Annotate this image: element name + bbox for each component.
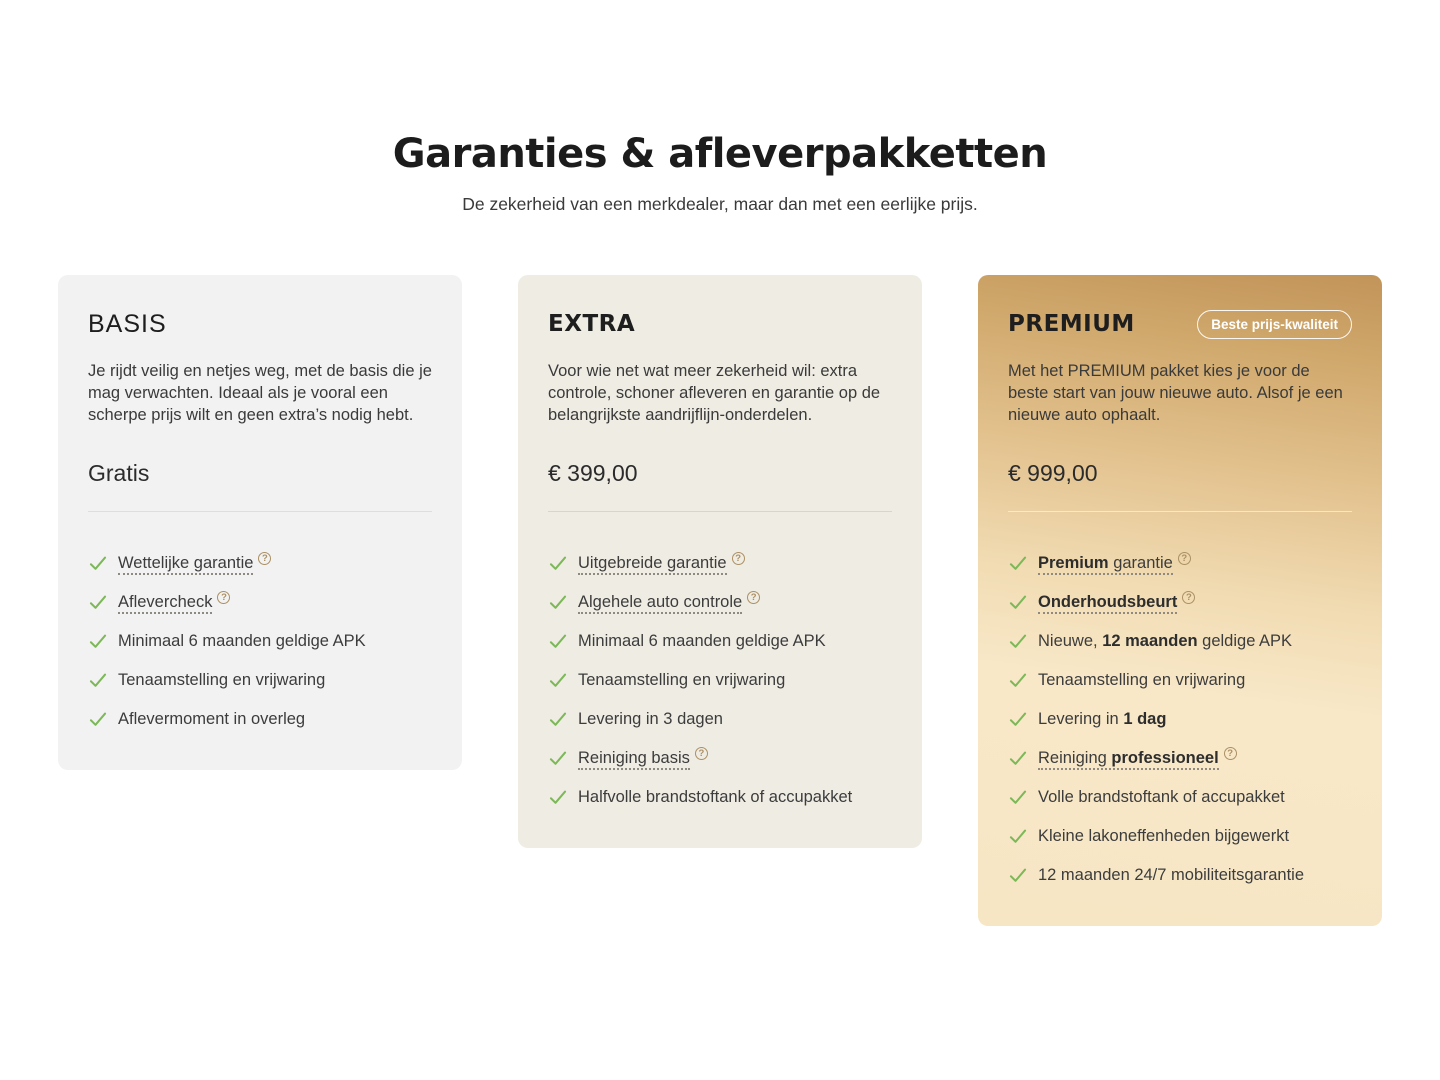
card-description: Voor wie net wat meer zekerheid wil: extra controle, schoner afleveren en garantie op de belangrijkste aandrijflijn-onderdelen. xyxy=(548,362,881,424)
best-value-badge: Beste prijs-kwaliteit xyxy=(1197,310,1352,339)
feature-item xyxy=(1008,747,1352,769)
card-title: EXTRA xyxy=(548,311,636,337)
check-icon xyxy=(88,553,108,573)
feature-label: Tenaamstelling en vrijwaring xyxy=(118,671,326,689)
feature-item xyxy=(1008,786,1352,808)
check-icon xyxy=(548,709,568,729)
feature-label: Levering in 3 dagen xyxy=(578,710,723,728)
check-icon xyxy=(88,631,108,651)
feature-item xyxy=(1008,669,1352,691)
feature-item xyxy=(88,708,432,730)
feature-label: Minimaal 6 maanden geldige APK xyxy=(118,632,366,650)
page-subtitle: De zekerheid van een merkdealer, maar dan met een eerlijke prijs. xyxy=(462,194,978,214)
tooltip-term[interactable]: Onderhoudsbeurt xyxy=(1038,593,1177,614)
help-icon[interactable]: ? xyxy=(695,747,708,760)
feature-list xyxy=(88,552,432,730)
tooltip-term[interactable]: Uitgebreide garantie xyxy=(578,554,727,575)
feature-item xyxy=(548,630,892,652)
feature-label: Kleine lakoneffenheden bijgewerkt xyxy=(1038,827,1290,845)
feature-label: Halfvolle brandstoftank of accupakket xyxy=(578,788,853,806)
feature-item xyxy=(1008,864,1352,886)
tooltip-term[interactable]: Aflevercheck xyxy=(118,593,212,614)
check-icon xyxy=(548,553,568,573)
feature-item xyxy=(88,552,432,574)
feature-label xyxy=(578,747,708,769)
check-icon xyxy=(88,592,108,612)
feature-label xyxy=(118,552,271,574)
feature-label xyxy=(1038,747,1237,769)
feature-item xyxy=(548,552,892,574)
feature-item xyxy=(548,591,892,613)
page-header xyxy=(0,0,1440,215)
feature-item xyxy=(548,708,892,730)
feature-item xyxy=(88,591,432,613)
feature-item xyxy=(1008,630,1352,652)
feature-label: Tenaamstelling en vrijwaring xyxy=(578,671,786,689)
check-icon xyxy=(1008,865,1028,885)
check-icon xyxy=(548,670,568,690)
check-icon xyxy=(88,670,108,690)
check-icon xyxy=(1008,826,1028,846)
check-icon xyxy=(548,748,568,768)
check-icon xyxy=(1008,787,1028,807)
feature-list xyxy=(1008,552,1352,886)
feature-item xyxy=(1008,591,1352,613)
help-icon[interactable]: ? xyxy=(217,591,230,604)
check-icon xyxy=(1008,670,1028,690)
card-description: Met het PREMIUM pakket kies je voor de beste start van jouw nieuwe auto. Alsof je een nieuwe auto ophaalt. xyxy=(1008,362,1343,424)
feature-list xyxy=(548,552,892,808)
card-title: BASIS xyxy=(88,310,167,338)
feature-label xyxy=(578,591,760,613)
check-icon xyxy=(548,787,568,807)
feature-label: Minimaal 6 maanden geldige APK xyxy=(578,632,826,650)
tooltip-term[interactable]: Reiniging professioneel xyxy=(1038,749,1219,770)
card-price: € 399,00 xyxy=(548,460,638,486)
check-icon xyxy=(1008,592,1028,612)
tooltip-term[interactable]: Premium garantie xyxy=(1038,554,1173,575)
card-premium xyxy=(978,275,1382,926)
page-title: Garanties & afleverpakketten xyxy=(392,131,1048,177)
card-divider xyxy=(88,511,432,512)
help-icon[interactable]: ? xyxy=(1178,552,1191,565)
card-divider xyxy=(1008,511,1352,512)
check-icon xyxy=(1008,553,1028,573)
check-icon xyxy=(88,709,108,729)
feature-item xyxy=(1008,825,1352,847)
card-basis xyxy=(58,275,462,770)
feature-label: Nieuwe, 12 maanden geldige APK xyxy=(1038,632,1293,650)
feature-label: 12 maanden 24/7 mobiliteitsgarantie xyxy=(1038,866,1305,884)
help-icon[interactable]: ? xyxy=(732,552,745,565)
feature-label: Aflevermoment in overleg xyxy=(118,710,306,728)
pricing-cards xyxy=(0,275,1440,926)
card-head xyxy=(548,309,892,339)
card-price: € 999,00 xyxy=(1008,460,1098,486)
feature-label xyxy=(1038,552,1191,574)
card-divider xyxy=(548,511,892,512)
card-price: Gratis xyxy=(88,460,150,486)
help-icon[interactable]: ? xyxy=(1182,591,1195,604)
feature-item xyxy=(1008,708,1352,730)
tooltip-term[interactable]: Reiniging basis xyxy=(578,749,690,770)
feature-label xyxy=(578,552,745,574)
card-head xyxy=(1008,309,1352,339)
check-icon xyxy=(1008,748,1028,768)
feature-label: Volle brandstoftank of accupakket xyxy=(1038,788,1285,806)
feature-item xyxy=(1008,552,1352,574)
help-icon[interactable]: ? xyxy=(258,552,271,565)
feature-item xyxy=(548,747,892,769)
check-icon xyxy=(1008,709,1028,729)
feature-label xyxy=(118,591,230,613)
help-icon[interactable]: ? xyxy=(747,591,760,604)
card-head xyxy=(88,309,432,339)
feature-label xyxy=(1038,591,1195,613)
check-icon xyxy=(1008,631,1028,651)
card-title: PREMIUM xyxy=(1008,311,1135,337)
check-icon xyxy=(548,592,568,612)
feature-item xyxy=(548,786,892,808)
check-icon xyxy=(548,631,568,651)
feature-item xyxy=(88,669,432,691)
feature-item xyxy=(88,630,432,652)
feature-label: Levering in 1 dag xyxy=(1038,710,1167,728)
tooltip-term[interactable]: Algehele auto controle xyxy=(578,593,742,614)
feature-label: Tenaamstelling en vrijwaring xyxy=(1038,671,1246,689)
card-description: Je rijdt veilig en netjes weg, met de basis die je mag verwachten. Ideaal als je vooral een scherpe prijs wilt en geen extra’s nodig hebt. xyxy=(88,362,432,424)
feature-item xyxy=(548,669,892,691)
help-icon[interactable]: ? xyxy=(1224,747,1237,760)
tooltip-term[interactable]: Wettelijke garantie xyxy=(118,554,253,575)
card-extra xyxy=(518,275,922,848)
